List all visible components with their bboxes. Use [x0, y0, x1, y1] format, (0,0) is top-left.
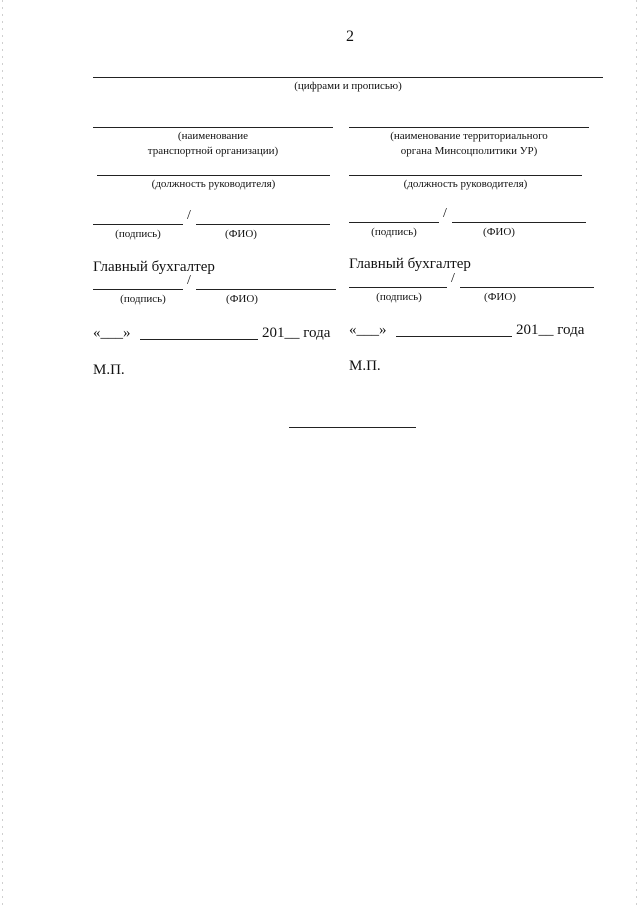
left-accountant-slash: /: [187, 273, 191, 288]
scan-edge-left: [2, 0, 3, 905]
left-position-caption: (должность руководителя): [151, 178, 276, 190]
right-position-caption: (должность руководителя): [403, 178, 528, 190]
left-org-caption-2: транспортной организации): [147, 145, 279, 157]
left-accountant-fio-caption: (ФИО): [226, 293, 258, 305]
right-signature-line: [349, 222, 439, 223]
right-fio-line: [452, 222, 586, 223]
right-fio-caption: (ФИО): [483, 226, 515, 238]
right-date-year: 201__ года: [516, 322, 585, 338]
left-position-line: [97, 175, 330, 176]
left-chief-accountant: Главный бухгалтер: [93, 259, 215, 275]
amount-line: [93, 77, 603, 78]
right-org-caption-2: органа Минсоцполитики УР): [400, 145, 538, 157]
right-accountant-slash: /: [451, 271, 455, 286]
left-date-month-line: [140, 339, 258, 340]
left-stamp: М.П.: [93, 362, 125, 378]
page-number: 2: [346, 28, 354, 45]
amount-caption: (цифрами и прописью): [294, 80, 402, 92]
right-signature-caption: (подпись): [371, 226, 417, 238]
left-signature-caption: (подпись): [115, 228, 161, 240]
right-accountant-signature-caption: (подпись): [376, 291, 422, 303]
right-accountant-fio-line: [460, 287, 594, 288]
right-org-line: [349, 127, 589, 128]
left-signature-line: [93, 224, 183, 225]
left-date-year: 201__ года: [262, 325, 331, 341]
right-stamp: М.П.: [349, 358, 381, 374]
left-slash: /: [187, 208, 191, 223]
right-accountant-fio-caption: (ФИО): [484, 291, 516, 303]
right-chief-accountant: Главный бухгалтер: [349, 256, 471, 272]
left-fio-caption: (ФИО): [225, 228, 257, 240]
right-date-month-line: [396, 336, 512, 337]
left-accountant-fio-line: [196, 289, 336, 290]
left-accountant-signature-caption: (подпись): [120, 293, 166, 305]
right-slash: /: [443, 206, 447, 221]
left-org-caption-1: (наименование: [177, 130, 249, 142]
scan-edge-right: [636, 0, 637, 905]
right-position-line: [349, 175, 582, 176]
left-org-line: [93, 127, 333, 128]
left-accountant-signature-line: [93, 289, 183, 290]
right-org-caption-1: (наименование территориального: [390, 130, 548, 142]
left-date-day: «___»: [93, 325, 131, 341]
closing-separator-line: [289, 427, 416, 428]
left-fio-line: [196, 224, 330, 225]
right-date-day: «___»: [349, 322, 387, 338]
right-accountant-signature-line: [349, 287, 447, 288]
